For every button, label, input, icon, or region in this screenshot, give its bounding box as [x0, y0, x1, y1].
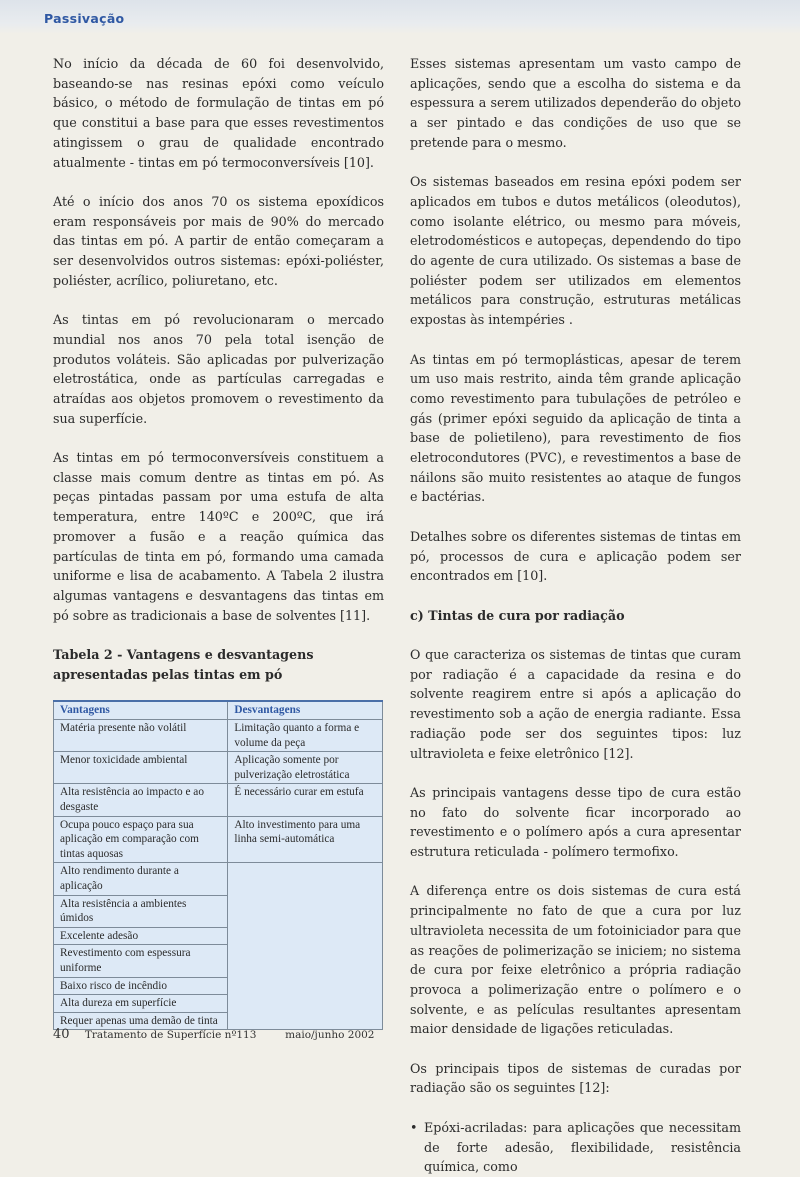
journal-name: Tratamento de Superfície nº113 — [84, 1029, 257, 1041]
section-title: Passivação — [44, 11, 125, 26]
disadvantage-cell: É necessário curar em estufa — [228, 784, 383, 816]
disadvantage-cell: Alto investimento para uma linha semi-automática — [228, 816, 383, 863]
advantages-table — [53, 700, 383, 1030]
advantage-cell: Ocupa pouco espaço para sua aplicação em comparação com tintas aquosas — [54, 816, 228, 863]
table-row — [54, 752, 383, 784]
paragraph: As principais vantagens desse tipo de cura estão no fato do solvente ficar incorporado ao revestimento e o polímero após a cura apresentar estrutura reticulada - polímero termofixo. — [410, 784, 741, 860]
left-column — [53, 54, 384, 1030]
table-title: Tabela 2 - Vantagens e desvantagens apresentadas pelas tintas em pó — [53, 647, 314, 682]
paragraph: As tintas em pó termoplásticas, apesar de terem um uso mais restrito, ainda têm grande aplicação como revestimento para tubulações de petróleo e gás (primer epóxi seguido da aplicação de tinta a base de polietileno), para revestimento de fios eletrocondutores (PVC), e revestimentos a base de náilons são muito resistentes ao ataque de fungos e bactérias. — [410, 351, 741, 505]
footer — [53, 1027, 374, 1042]
header-vantagens: Vantagens — [54, 701, 228, 719]
table-row — [54, 784, 383, 816]
right-column — [410, 54, 741, 1177]
advantage-cell: Matéria presente não volátil — [54, 720, 228, 752]
paragraph: Até o início dos anos 70 os sistema epoxídicos eram responsáveis por mais de 90% do mercado das tintas em pó. A partir de então começaram a ser desenvolvidos outros sistemas: epóxi-poliéster, poliéster, acrílico, poliuretano, etc. — [53, 193, 384, 288]
table-header-row — [54, 701, 383, 719]
page-number: 40 — [53, 1027, 70, 1042]
advantage-cell: Requer apenas uma demão de tinta — [54, 1012, 228, 1030]
paragraph: Esses sistemas apresentam um vasto campo de aplicações, sendo que a escolha do sistema e da espessura a serem utilizados dependerão do objeto a ser pintado e das condições de uso que se pretende para o mesmo. — [410, 56, 741, 150]
paragraph: As tintas em pó termoconversíveis constituem a classe mais comum dentre as tintas em pó. As peças pintadas passam por uma estufa de alta temperatura, entre 140ºC e 200ºC, que irá promover a fusão e a reação química das partículas de tinta em pó, formando uma camada uniforme e lisa de acabamento. A Tabela 2 ilustra algumas vantagens e desvantagens das tintas em pó sobre as tradicionais a base de solventes [11]. — [53, 450, 384, 623]
subheading: c) Tintas de cura por radiação — [410, 607, 625, 623]
disadvantage-cell — [228, 977, 383, 995]
disadvantage-cell — [228, 927, 383, 945]
paragraph: Os sistemas baseados em resina epóxi podem ser aplicados em tubos e dutos metálicos (oleodutos), como isolante elétrico, ou mesmo para móveis, eletrodomésticos e autopeças, dependendo do tipo do agente de cura utilizado. Os sistemas a base de poliéster podem ser utilizados em elementos metálicos para construção, estruturas metálicas expostas às intempéries . — [410, 174, 741, 328]
header-desvantagens: Desvantagens — [228, 701, 383, 719]
disadvantage-cell — [228, 895, 383, 927]
table-row — [54, 927, 383, 945]
issue-date: maio/junho 2002 — [285, 1029, 375, 1041]
paragraph: As tintas em pó revolucionaram o mercado mundial nos anos 70 pela total isenção de produtos voláteis. São aplicadas por pulverização eletrostática, onde as partículas carregadas e atraídas aos objetos promovem o revestimento da sua superfície. — [53, 312, 384, 426]
advantage-cell: Alto rendimento durante a aplicação — [54, 863, 228, 895]
paragraph: A diferença entre os dois sistemas de cura está principalmente no fato de que a cura por luz ultravioleta necessita de um fotoiniciador para que as reações de polimerização se iniciem; no sistema de cura por feixe eletrônico a própria radiação provoca a polimerização entre o polímero e o solvente, e as películas resultantes apresentam maior densidade de ligações reticuladas. — [410, 883, 741, 1037]
disadvantage-cell: Aplicação somente por pulverização eletrostática — [228, 752, 383, 784]
paragraph: Detalhes sobre os diferentes sistemas de tintas em pó, processos de cura e aplicação podem ser encontrados em [10]. — [410, 528, 741, 584]
table-row — [54, 945, 383, 977]
disadvantage-cell: Limitação quanto a forma e volume da peça — [228, 720, 383, 752]
paragraph: O que caracteriza os sistemas de tintas que curam por radiação é a capacidade da resina e do solvente reagirem entre si após a aplicação do revestimento sob a ação de energia radiante. Essa radiação pode ser dos seguintes tipos: luz ultravioleta e feixe eletrônico [12]. — [410, 647, 741, 761]
table-row — [54, 863, 383, 895]
table-row — [54, 720, 383, 752]
advantage-cell: Baixo risco de incêndio — [54, 977, 228, 995]
list-item — [410, 1118, 741, 1177]
advantage-cell: Excelente adesão — [54, 927, 228, 945]
advantage-cell: Revestimento com espessura uniforme — [54, 945, 228, 977]
disadvantage-cell — [228, 995, 383, 1013]
disadvantage-cell — [228, 863, 383, 895]
table-row — [54, 895, 383, 927]
bullet-list — [410, 1118, 741, 1177]
advantage-cell: Alta dureza em superfície — [54, 995, 228, 1013]
table-row — [54, 816, 383, 863]
advantage-cell: Alta resistência a ambientes úmidos — [54, 895, 228, 927]
disadvantage-cell — [228, 945, 383, 977]
paragraph: Os principais tipos de sistemas de curadas por radiação são os seguintes [12]: — [410, 1060, 741, 1096]
list-item-text: Epóxi-acriladas: para aplicações que necessitam de forte adesão, flexibilidade, resistência química, como — [424, 1119, 741, 1175]
table-row — [54, 995, 383, 1013]
paragraph: No início da década de 60 foi desenvolvido, baseando-se nas resinas epóxi como veículo básico, o método de formulação de tintas em pó que constitui a base para que esses revestimentos atingissem o grau de qualidade encontrado atualmente - tintas em pó termoconversíveis [10]. — [53, 56, 384, 170]
table-row — [54, 977, 383, 995]
advantage-cell: Menor toxicidade ambiental — [54, 752, 228, 784]
advantage-cell: Alta resistência ao impacto e ao desgaste — [54, 784, 228, 816]
bullet-icon: • — [410, 1119, 418, 1135]
